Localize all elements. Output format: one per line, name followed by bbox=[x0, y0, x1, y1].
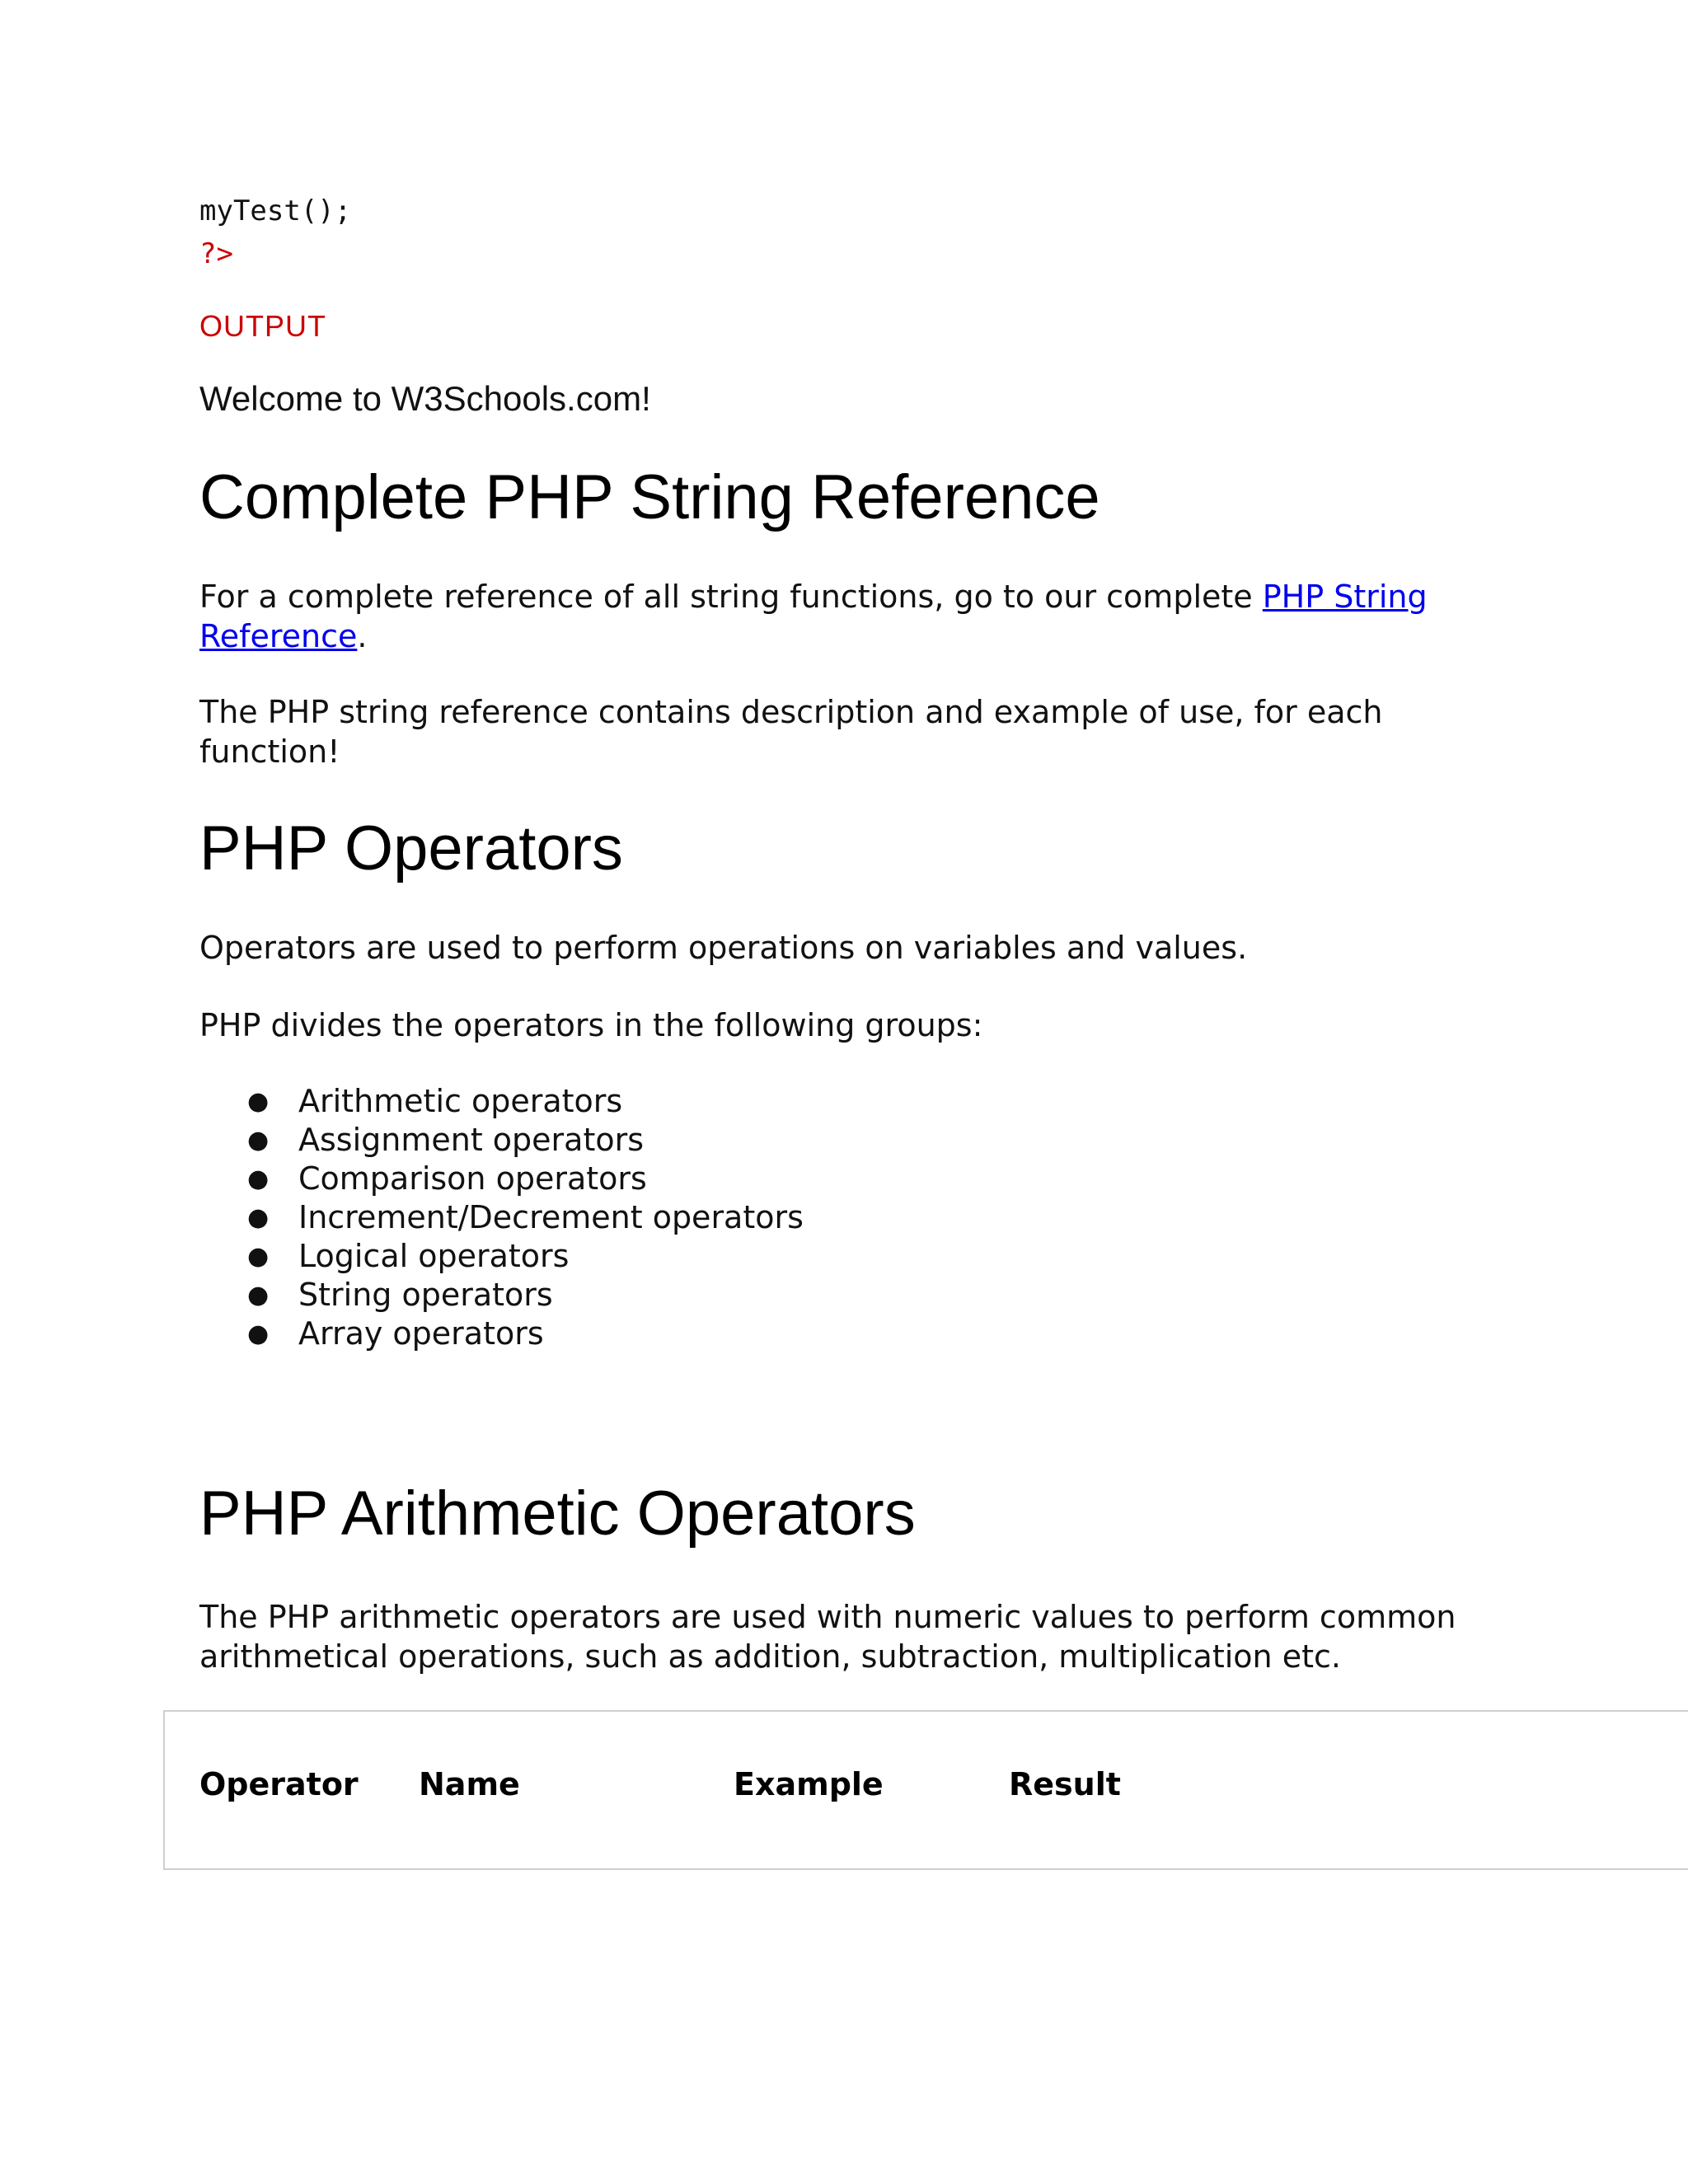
list-item-label: Assignment operators bbox=[298, 1122, 645, 1158]
table-header-operator: Operator bbox=[199, 1766, 359, 1802]
bullet-icon: ● bbox=[247, 1087, 270, 1116]
operators-intro: Operators are used to perform operations on variables and values. bbox=[199, 930, 1248, 966]
bullet-icon: ● bbox=[247, 1203, 270, 1232]
list-item bbox=[199, 1160, 804, 1198]
list-item bbox=[199, 1276, 804, 1315]
string-ref-paragraph-end: . bbox=[357, 618, 368, 654]
list-item bbox=[199, 1237, 804, 1276]
list-item-label: Increment/Decrement operators bbox=[298, 1199, 804, 1235]
code-line-php-close: ?> bbox=[199, 237, 233, 270]
table-header-result: Result bbox=[1009, 1766, 1121, 1802]
heading-php-operators: PHP Operators bbox=[199, 813, 623, 883]
bullet-icon: ● bbox=[247, 1126, 270, 1155]
list-item bbox=[199, 1198, 804, 1237]
heading-arithmetic-operators: PHP Arithmetic Operators bbox=[199, 1479, 916, 1549]
bullet-icon: ● bbox=[247, 1319, 270, 1348]
list-item-label: Logical operators bbox=[298, 1238, 570, 1274]
bullet-icon: ● bbox=[247, 1242, 270, 1271]
list-item-label: Array operators bbox=[298, 1315, 544, 1352]
list-item-label: Arithmetic operators bbox=[298, 1083, 623, 1119]
operator-groups-list bbox=[199, 1082, 804, 1353]
string-ref-paragraph-text: For a complete reference of all string functions, go to our complete bbox=[199, 579, 1263, 615]
table-header-name: Name bbox=[419, 1766, 520, 1802]
list-item-label: String operators bbox=[298, 1277, 553, 1313]
operators-groups-intro: PHP divides the operators in the following groups: bbox=[199, 1007, 983, 1043]
operators-table bbox=[163, 1710, 1688, 1870]
arithmetic-description: The PHP arithmetic operators are used with numeric values to perform common arithmetical operations, such as addition, subtraction, multiplication etc. bbox=[199, 1599, 1456, 1675]
output-text: Welcome to W3Schools.com! bbox=[199, 379, 651, 418]
bullet-icon: ● bbox=[247, 1281, 270, 1310]
list-item-label: Comparison operators bbox=[298, 1160, 647, 1197]
heading-string-reference: Complete PHP String Reference bbox=[199, 462, 1100, 532]
php-string-reference-link[interactable]: PHP String Reference bbox=[199, 579, 1428, 654]
string-ref-paragraph bbox=[199, 577, 1518, 656]
bullet-icon: ● bbox=[247, 1165, 270, 1193]
list-item bbox=[199, 1315, 804, 1353]
output-label: OUTPUT bbox=[199, 309, 326, 343]
string-ref-description: The PHP string reference contains description and example of use, for each function! bbox=[199, 694, 1383, 770]
code-line-mytest: myTest(); bbox=[199, 194, 352, 227]
table-header-example: Example bbox=[734, 1766, 884, 1802]
list-item bbox=[199, 1082, 804, 1121]
list-item bbox=[199, 1121, 804, 1160]
